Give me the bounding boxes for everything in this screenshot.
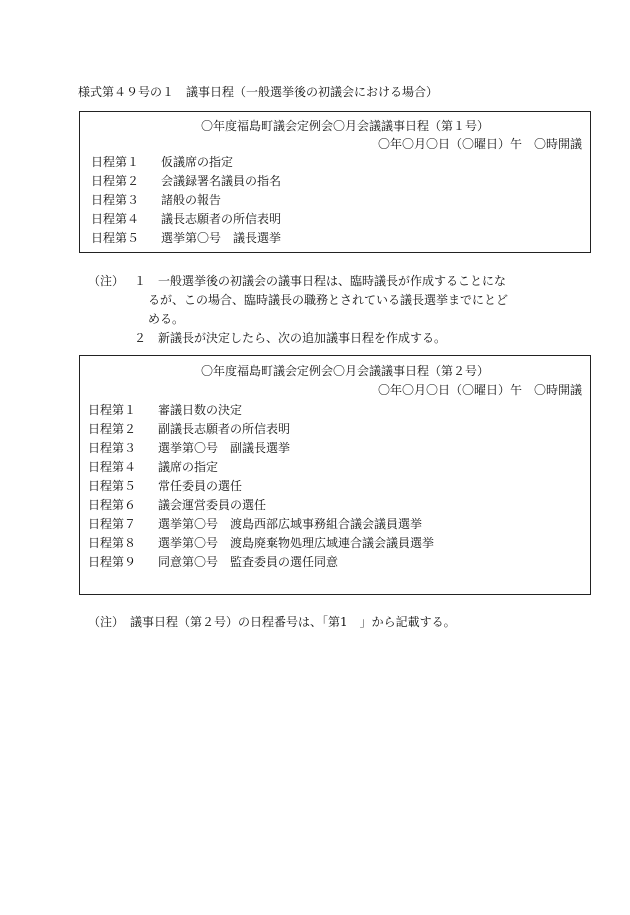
note-1-line-3: める。	[148, 312, 185, 326]
schedule-2-datetime: 〇年〇月〇日（〇曜日）午 〇時開議	[377, 383, 582, 397]
note-1-line-4: 新議長が決定したら、次の追加議事日程を作成する。	[158, 331, 447, 345]
schedule-1-box	[79, 111, 591, 253]
schedule-item: 日程第９ 同意第〇号 監査委員の選任同意	[88, 555, 339, 569]
note-1-line-2: るが、この場合、臨時議長の職務とされている議長選挙までにとど	[148, 293, 509, 307]
schedule-2-title: 〇年度福島町議会定例会〇月会議議事日程（第２号）	[200, 364, 489, 378]
note-2-label: （注）	[88, 615, 125, 629]
schedule-item: 日程第８ 選挙第〇号 渡島廃棄物処理広域連合議会議員選挙	[88, 536, 435, 550]
schedule-item: 日程第７ 選挙第〇号 渡島西部広域事務組合議会議員選挙	[88, 517, 423, 531]
note-1-number-1: １	[134, 274, 147, 288]
schedule-item: 日程第３ 諸般の報告	[91, 193, 222, 207]
schedule-item: 日程第２ 会議録署名議員の指名	[91, 174, 282, 188]
schedule-1-datetime: 〇年〇月〇日（〇曜日）午 〇時開議	[377, 137, 582, 151]
note-2-text: 議事日程（第２号）の日程番号は、「第1 」から記載する。	[130, 615, 456, 629]
schedule-1-title: 〇年度福島町議会定例会〇月会議議事日程（第１号）	[200, 119, 489, 133]
schedule-item: 日程第４ 議席の指定	[88, 460, 219, 474]
schedule-item: 日程第５ 常任委員の選任	[88, 479, 243, 493]
schedule-item: 日程第３ 選挙第〇号 副議長選挙	[88, 441, 291, 455]
schedule-item: 日程第１ 審議日数の決定	[88, 403, 243, 417]
schedule-item: 日程第１ 仮議席の指定	[91, 155, 234, 169]
schedule-item: 日程第５ 選挙第〇号 議長選挙	[91, 231, 282, 245]
form-title: 様式第４９号の１ 議事日程（一般選挙後の初議会における場合）	[78, 85, 439, 99]
note-1-line-1: 一般選挙後の初議会の議事日程は、臨時議長が作成することにな	[158, 274, 507, 288]
schedule-item: 日程第６ 議会運営委員の選任	[88, 498, 267, 512]
note-1-number-2: ２	[134, 331, 147, 345]
schedule-item: 日程第４ 議長志願者の所信表明	[91, 212, 282, 226]
schedule-item: 日程第２ 副議長志願者の所信表明	[88, 422, 291, 436]
note-1-label: （注）	[88, 274, 125, 288]
schedule-2-box	[79, 355, 591, 595]
